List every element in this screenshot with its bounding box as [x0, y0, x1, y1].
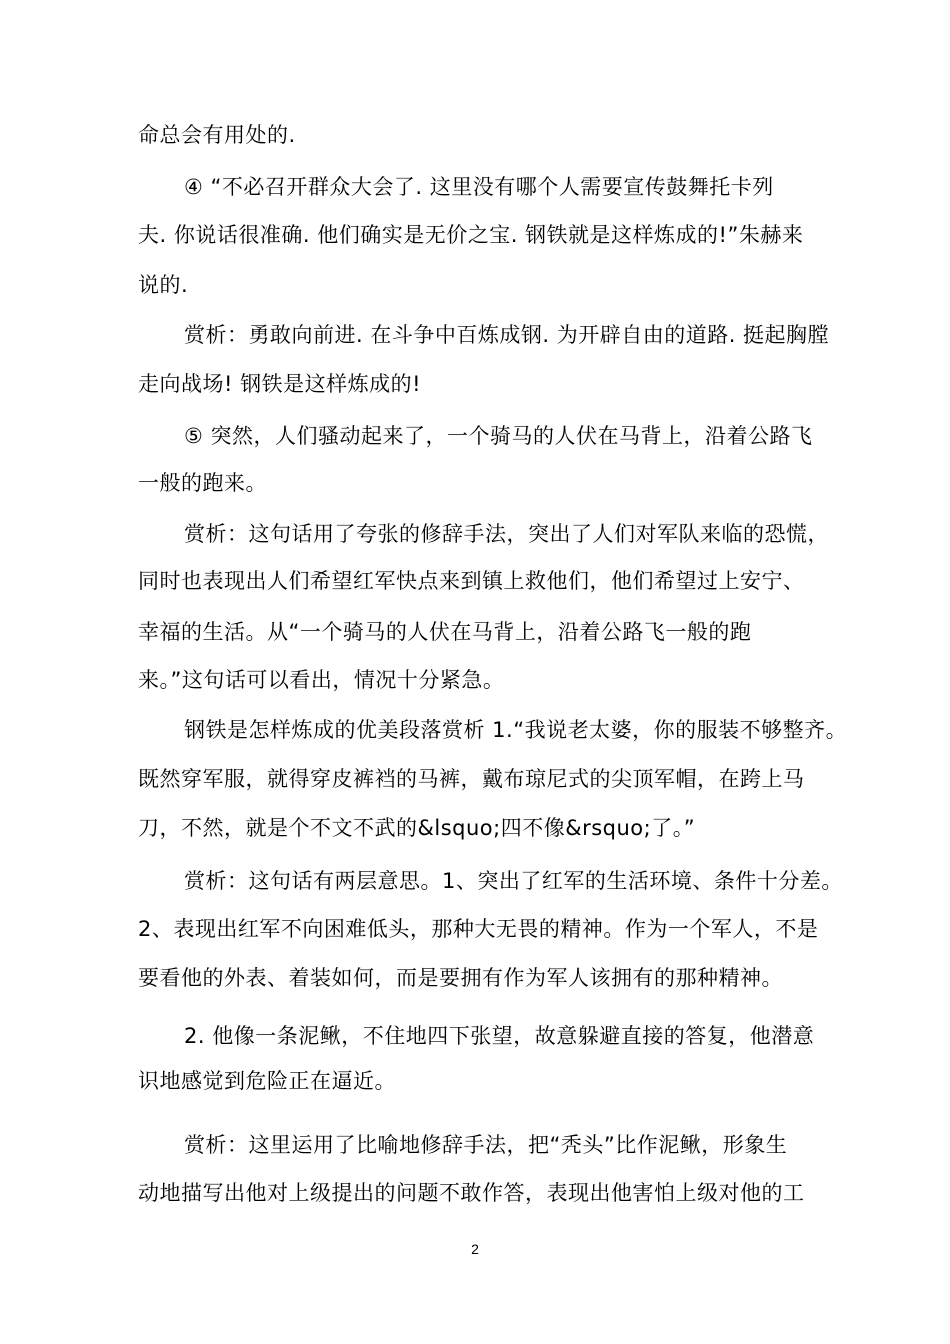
- page-number: 2: [471, 1241, 479, 1257]
- text-line: 幸福的生活。从“一个骑马的人伏在马背上，沿着公路飞一般的跑: [138, 620, 752, 644]
- text-line: 赏析：勇敢向前进. 在斗争中百炼成钢. 为开辟自由的道路. 挺起胸膛: [184, 323, 830, 347]
- text-line: 赏析：这里运用了比喻地修辞手法，把“秃头”比作泥鳅，形象生: [184, 1133, 788, 1157]
- text-line: 来。”这句话可以看出，情况十分紧急。: [138, 668, 505, 692]
- text-line: 动地描写出他对上级提出的问题不敢作答，表现出他害怕上级对他的工: [138, 1181, 805, 1205]
- text-line: 既然穿军服，就得穿皮裤裆的马裤，戴布琼尼式的尖顶军帽，在跨上马: [138, 767, 805, 791]
- text-line: 夫. 你说话很准确. 他们确实是无价之宝. 钢铁就是这样炼成的!”朱赫来: [138, 223, 804, 247]
- text-line: 要看他的外表、着装如何，而是要拥有作为军人该拥有的那种精神。: [138, 966, 783, 990]
- text-line: ④ “不必召开群众大会了. 这里没有哪个人需要宣传鼓舞托卡列: [184, 175, 774, 199]
- text-line: 走向战场! 钢铁是这样炼成的!: [138, 372, 422, 396]
- text-line: 命总会有用处的.: [138, 123, 296, 147]
- text-line: 赏析：这句话用了夸张的修辞手法，突出了人们对军队来临的恐慌，: [184, 522, 829, 546]
- text-line: 赏析：这句话有两层意思。1、突出了红军的生活环境、条件十分差。: [184, 869, 843, 893]
- text-line: 刀，不然，就是个不文不武的&lsquo;四不像&rsquo;了。”: [138, 816, 696, 840]
- text-line: 识地感觉到危险正在逼近。: [138, 1069, 396, 1093]
- text-line: 2、表现出红军不向困难低头，那种大无畏的精神。作为一个军人，不是: [138, 917, 819, 941]
- text-line: ⑤ 突然，人们骚动起来了，一个骑马的人伏在马背上，沿着公路飞: [184, 424, 813, 448]
- text-line: 说的.: [138, 273, 189, 297]
- text-line: 一般的跑来。: [138, 471, 267, 495]
- text-line: 钢铁是怎样炼成的优美段落赏析 1.“我说老太婆，你的服装不够整齐。: [184, 718, 848, 742]
- text-line: 同时也表现出人们希望红军快点来到镇上救他们，他们希望过上安宁、: [138, 569, 805, 593]
- text-line: 2. 他像一条泥鳅，不住地四下张望，故意躲避直接的答复，他潜意: [184, 1024, 815, 1048]
